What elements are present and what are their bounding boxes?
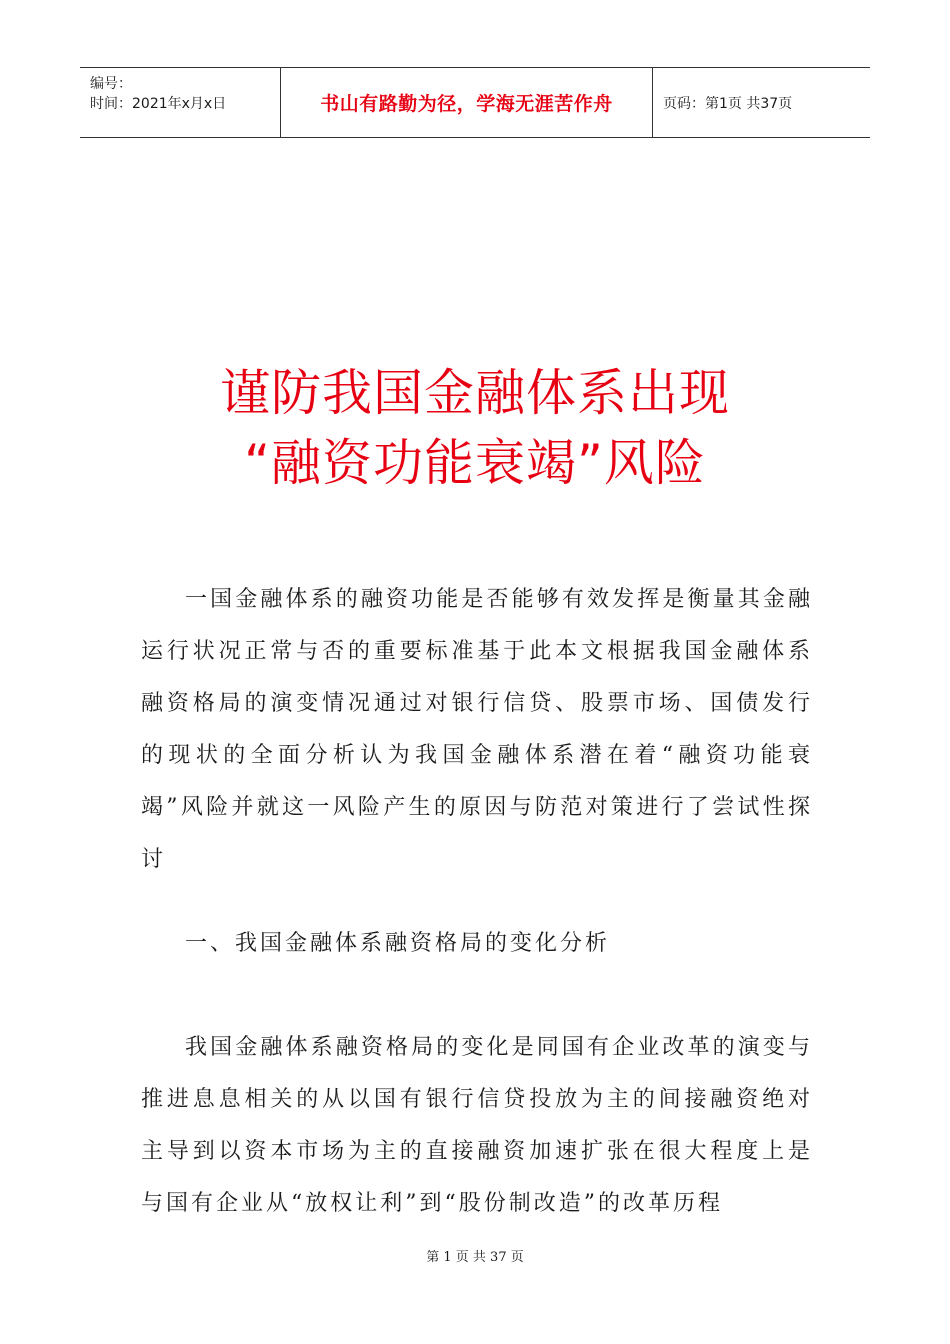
abstract-paragraph: 一国金融体系的融资功能是否能够有效发挥是衡量其金融运行状况正常与否的重要标准基于此本文根据我国金融体系融资格局的演变情况通过对银行信贷、股票市场、国债发行的现状的全面分析认为我国金融体系潜在着“融资功能衰竭”风险并就这一风险产生的原因与防范对策进行了尝试性探讨 [141, 587, 813, 872]
section-heading: 一、我国金融体系融资格局的变化分析 [185, 931, 611, 956]
header-page-label: 页码：第1页 共37页 [663, 95, 793, 112]
body-paragraph: 我国金融体系融资格局的变化是同国有企业改革的演变与推进息息相关的从以国有银行信贷投放为主的间接融资绝对主导到以资本市场为主的直接融资加速扩张在很大程度上是与国有企业从“放权让利”到“股份制改造”的改革历程 [141, 1035, 813, 1216]
page-footer: 第 1 页 共 37 页 [426, 1250, 524, 1265]
number-label: 编号： [90, 76, 132, 92]
header-meta [80, 68, 280, 137]
date-label: 时间：2021年x月x日 [90, 96, 227, 112]
page-header [80, 67, 870, 138]
title-line-1: 谨防我国金融体系出现 [220, 364, 730, 422]
header-motto: 书山有路勤为径，学海无涯苦作舟 [280, 68, 653, 137]
title-line-2: “融资功能衰竭”风险 [244, 434, 706, 492]
document-title [0, 358, 950, 498]
